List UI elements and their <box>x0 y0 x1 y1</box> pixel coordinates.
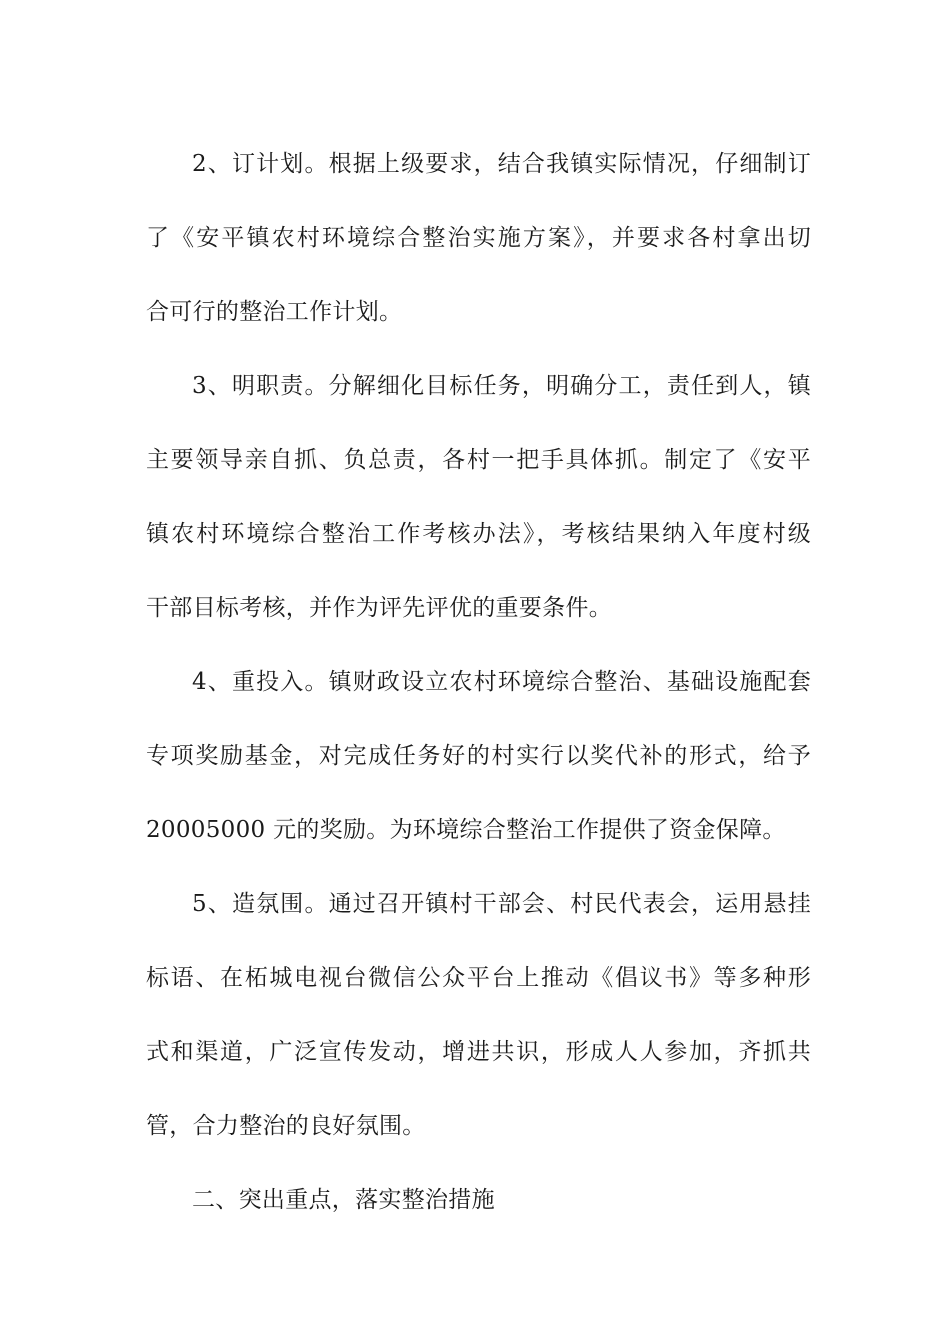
text-line: 20005000 元的奖励。为环境综合整治工作提供了资金保障。 <box>146 817 786 843</box>
text-line: 5、造氛围。通过召开镇村干部会、村民代表会，运用悬挂 <box>192 891 811 917</box>
text-line: 2、订计划。根据上级要求，结合我镇实际情况，仔细制订 <box>192 151 811 177</box>
text-line: 主要领导亲自抓、负总责，各村一把手具体抓。制定了《安平 <box>146 447 811 473</box>
text-line: 干部目标考核，并作为评先评优的重要条件。 <box>146 595 612 621</box>
paragraph-duty <box>146 349 811 645</box>
text-line: 式和渠道，广泛宣传发动，增进共识，形成人人参加，齐抓共 <box>146 1039 811 1065</box>
text-line: 镇农村环境综合整治工作考核办法》，考核结果纳入年度村级 <box>146 521 811 547</box>
paragraph-invest <box>146 645 811 867</box>
paragraph-atmosphere <box>146 867 811 1163</box>
text-line: 专项奖励基金，对完成任务好的村实行以奖代补的形式，给予 <box>146 743 811 769</box>
text-line: 4、重投入。镇财政设立农村环境综合整治、基础设施配套 <box>192 669 811 695</box>
text-line: 了《安平镇农村环境综合整治实施方案》，并要求各村拿出切 <box>146 225 811 251</box>
section-heading <box>146 1163 811 1237</box>
text-line: 标语、在柘城电视台微信公众平台上推动《倡议书》等多种形 <box>146 965 811 991</box>
paragraph-plan <box>146 127 811 349</box>
text-line: 3、明职责。分解细化目标任务，明确分工，责任到人，镇 <box>192 373 811 399</box>
text-line: 管，合力整治的良好氛围。 <box>146 1113 426 1139</box>
text-line: 合可行的整治工作计划。 <box>146 299 403 325</box>
text-line: 二、突出重点，落实整治措施 <box>192 1187 495 1213</box>
document-body <box>146 127 811 1237</box>
